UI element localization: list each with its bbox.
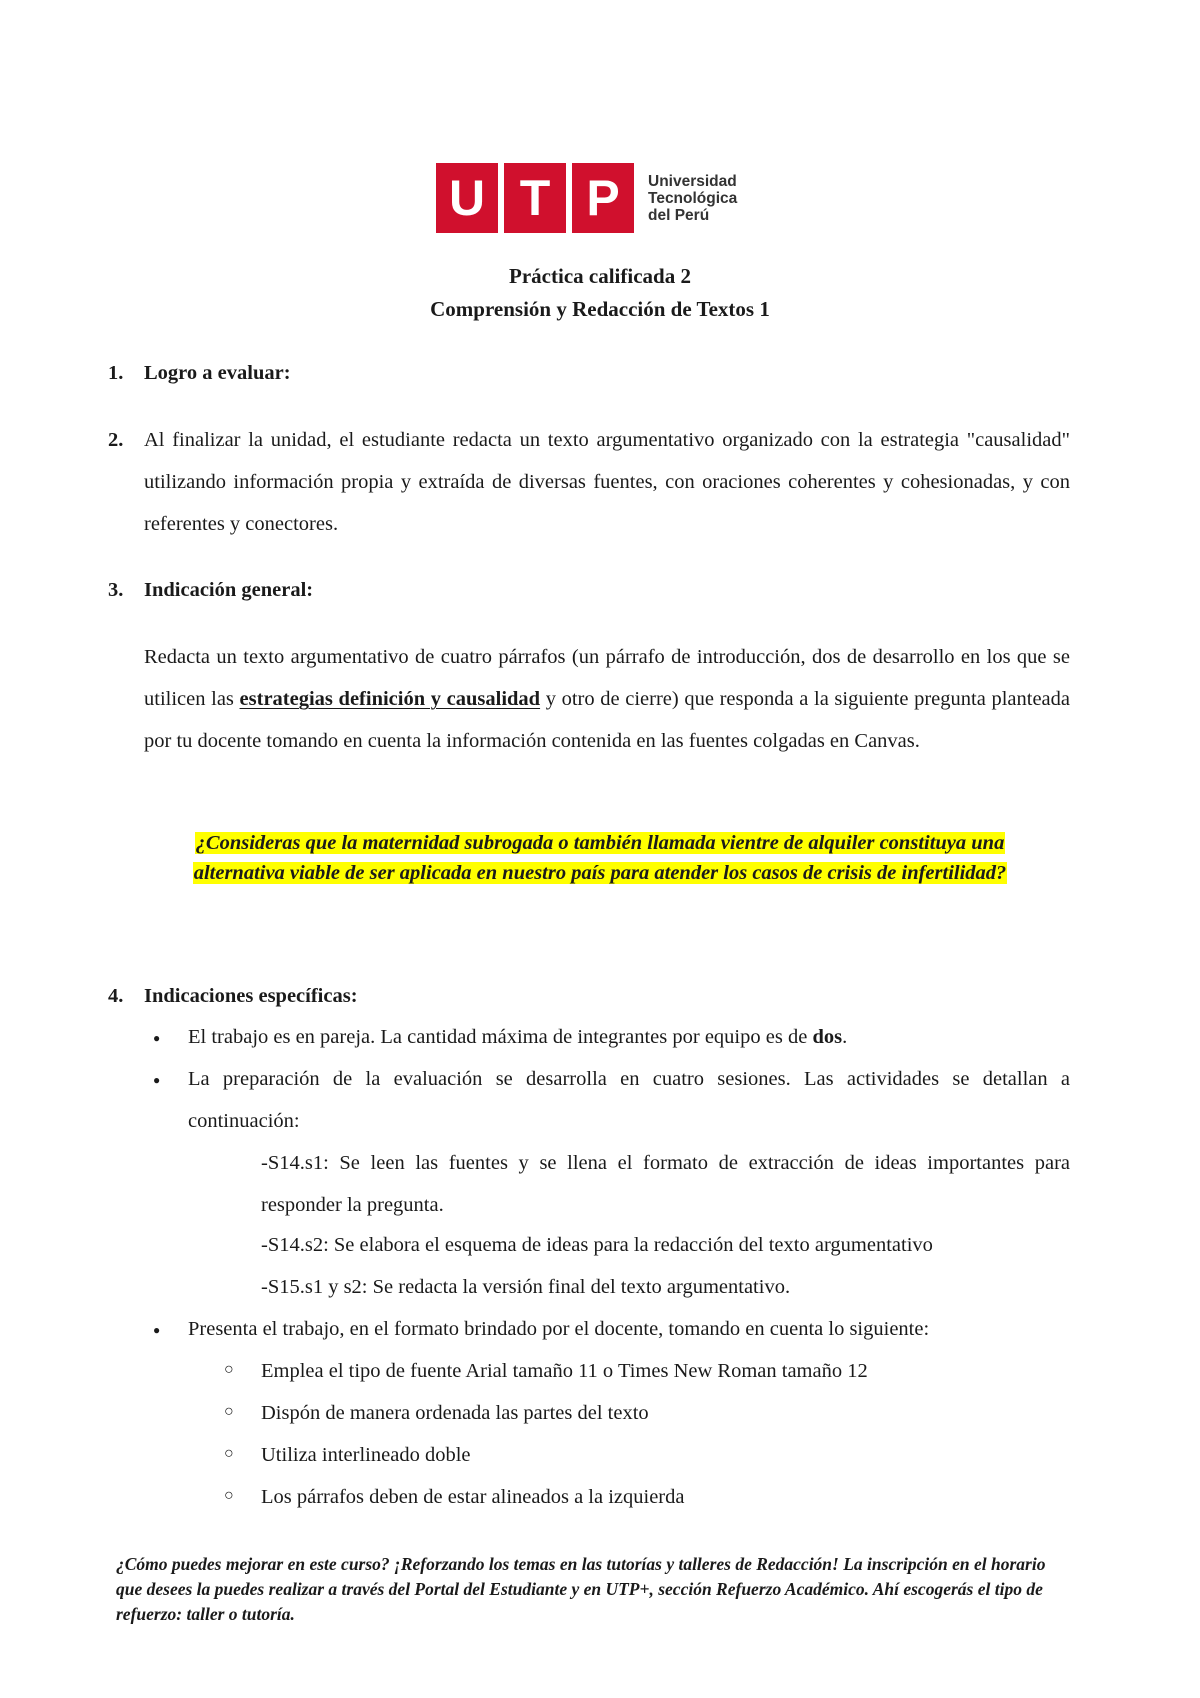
logo-name-line-3: del Perú [648,206,710,224]
session-item-2: -S14.s2: Se elabora el esquema de ideas para la redacción del texto argumentativo [261,1234,933,1256]
document-title: Práctica calificada 2 [509,264,691,288]
bullet-1-before: El trabajo es en pareja. La cantidad máxima de integrantes por equipo es de [188,1026,813,1048]
bullet-1-bold: dos [812,1026,843,1048]
section-3-text-before: Redacta un texto argumentativo de cuatro párrafos (un párrafo de introducción, dos de desarrollo en los que se utilicen las [144,646,1070,710]
section-4-heading: Indicaciones específicas: [144,985,358,1007]
logo-letters [436,163,634,233]
bullet-2: La preparación de la evaluación se desarrolla en cuatro sesiones. Las actividades se detallan a continuación: [188,1068,1070,1132]
subitem-4: Los párrafos deben de estar alineados a la izquierda [261,1486,685,1508]
bullet-circle-icon: ○ [224,1403,234,1420]
session-item-3: -S15.s1 y s2: Se redacta la versión final del texto argumentativo. [261,1276,791,1298]
section-2-paragraph: Al finalizar la unidad, el estudiante redacta un texto argumentativo organizado con la estrategia "causalidad" utilizando información propia y extraída de diversas fuentes, con oraciones coherentes y cohesionadas, y con referentes y conectores. [144,429,1070,535]
logo-letter-p: P [586,170,620,226]
section-3-number: 3. [108,579,124,601]
utp-logo [436,163,737,233]
subitem-3: Utiliza interlineado doble [261,1444,471,1466]
section-3-emphasis: estrategias definición y causalidad [239,688,541,710]
subitem-1: Emplea el tipo de fuente Arial tamaño 11 o Times New Roman tamaño 12 [261,1360,868,1382]
bullet-dot-icon: ● [153,1031,161,1045]
logo-cell-t [504,163,566,233]
section-3-paragraph [144,636,1070,762]
question-text: ¿Consideras que la maternidad subrogada o también llamada vientre de alquiler constituya una alternativa viable de ser aplicada en nuestro país para atender los casos de crisis de infertilidad? [193,832,1007,884]
section-4-number: 4. [108,985,124,1007]
section-3-heading: Indicación general: [144,579,314,601]
logo-letter-t: T [519,170,551,226]
bullet-circle-icon: ○ [224,1487,234,1504]
bullet-1 [188,1016,1070,1058]
document-subtitle: Comprensión y Redacción de Textos 1 [430,297,770,321]
bullet-dot-icon: ● [153,1073,161,1087]
logo-cell-u [436,163,498,233]
bullet-1-after: . [842,1026,848,1048]
bullet-circle-icon: ○ [224,1445,234,1462]
question-highlighted [150,828,1050,888]
logo-letter-u: U [448,170,486,226]
section-3-text-after: y otro de cierre) que responda a la siguiente pregunta planteada por tu docente tomando en cuenta la información contenida en las fuentes colgadas en Canvas. [144,688,1070,752]
section-2-number: 2. [108,429,124,451]
session-item-1: -S14.s1: Se leen las fuentes y se llena el formato de extracción de ideas importantes para responder la pregunta. [261,1152,1070,1216]
subitem-2: Dispón de manera ordenada las partes del texto [261,1402,649,1424]
logo-cell-p [572,163,634,233]
bullet-3: Presenta el trabajo, en el formato brindado por el docente, tomando en cuenta lo siguiente: [188,1318,930,1340]
section-1-heading: Logro a evaluar: [144,362,291,384]
section-1-number: 1. [108,362,124,384]
logo-name-line-2: Tecnológica [648,189,738,207]
logo-name-line-1: Universidad [648,172,737,190]
logo-university-name [648,163,737,233]
footer-note: ¿Cómo puedes mejorar en este curso? ¡Reforzando los temas en las tutorías y talleres de Redacción! La inscripción en el horario que desees la puedes realizar a través del Portal del Estudiante y en UTP+, sección Refuerzo Académico. Ahí escogerás el tipo de refuerzo: taller o tutoría. [116,1554,1046,1624]
bullet-circle-icon: ○ [224,1361,234,1378]
bullet-dot-icon: ● [153,1323,161,1337]
